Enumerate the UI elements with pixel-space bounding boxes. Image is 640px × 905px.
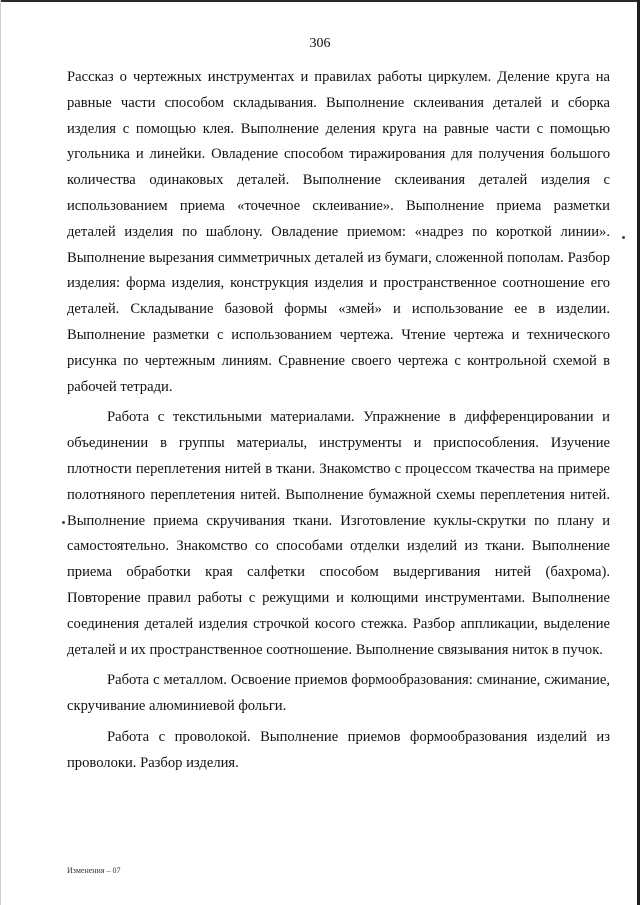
margin-speck [622, 236, 625, 239]
paragraph-textile-work: Работа с текстильными материалами. Упражнение в дифференцировании и объединении в группы материалы, инструменты и приспособления. Изучение плотности переплетения нитей в ткани. Знакомство с процессом ткачества на примере полотняного переплетения нитей. Выполнение бумажной схемы переплетения нитей. Выполнение приема скручивания ткани. Изготовление куклы-скрутки по плану и самостоятельно. Знакомство со способами отделки изделий из ткани. Выполнение приема обработки края салфетки способом выдергивания нитей (бахрома). Повторение правил работы с режущими и колющими инструментами. Выполнение соединения деталей изделия строчкой косого стежка. Разбор аппликации, выделение деталей и их пространственное соотношение. Выполнение связывания ниток в пучок. [67, 409, 610, 658]
paragraph-paper-work: Рассказ о чертежных инструментах и правилах работы циркулем. Деление круга на равные части способом складывания. Выполнение склеивания деталей и сборка изделия с помощью клея. Выполнение деления круга на равные части с помощью угольника и линейки. Овладение способом тиражирования для получения большого количества одинаковых деталей. Выполнение склеивания деталей изделия с использованием приема «точечное склеивание». Выполнение приема разметки деталей изделия по шаблону. Овладение приемом: «надрез по короткой линии». Выполнение вырезания симметричных деталей из бумаги, сложенной пополам. Разбор изделия: форма изделия, конструкция изделия и пространственное соотношение его деталей. Складывание базовой формы «змей» и использование ее в изделии. Выполнение разметки с использованием чертежа. Чтение чертежа и технического рисунка по чертежным линиям. Сравнение своего чертежа с контрольной схемой в рабочей тетради. [67, 69, 610, 395]
paragraph-metal-work: Работа с металлом. Освоение приемов формообразования: сминание, сжимание, скручивание алюминиевой фольги. [67, 672, 610, 715]
page-number: 306 [309, 36, 331, 51]
document-body [67, 65, 610, 777]
scan-edge-top [0, 0, 640, 2]
scan-edge-left [0, 0, 1, 905]
margin-speck [62, 521, 65, 524]
paragraph-wire-work: Работа с проволокой. Выполнение приемов формообразования изделий из проволоки. Разбор изделия. [67, 728, 610, 771]
footer-revision-note: Изменения – 07 [67, 866, 121, 875]
